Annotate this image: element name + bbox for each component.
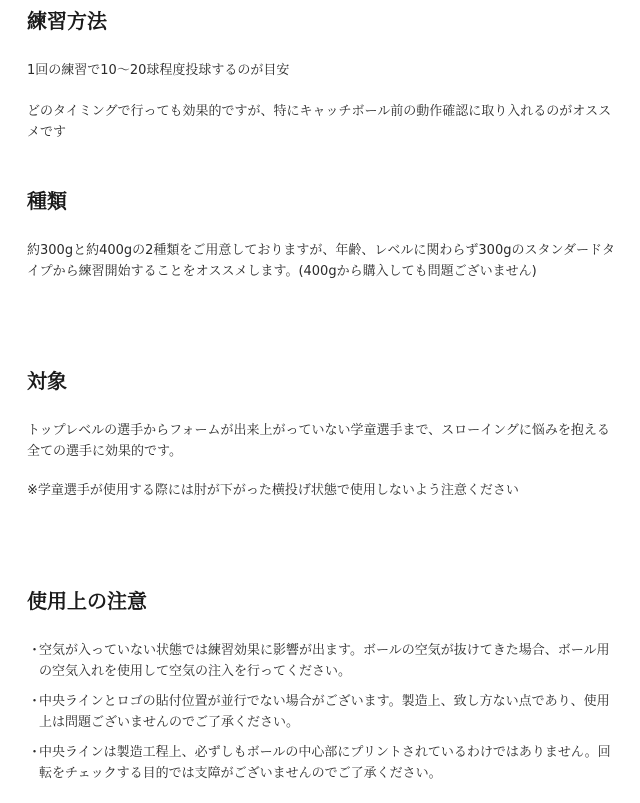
list-item (27, 640, 617, 682)
heading-target: 対象 (27, 369, 67, 393)
target-paragraph-1: トップレベルの選手からフォームが出来上がっていない学童選手まで、スローイングに悩みを抱える全ての選手に効果的です。 (27, 423, 610, 459)
caution-text-1: 空気が入っていない状態では練習効果に影響が出ます。ボールの空気が抜けてきた場合、ボール用の空気入れを使用して空気の注入を行ってください。 (39, 643, 610, 679)
practice-paragraph-2: どのタイミングで行っても効果的ですが、特にキャッチボール前の動作確認に取り入れるのがオススメです (27, 104, 612, 140)
bullet-mark: ・ (28, 694, 42, 709)
list-item (27, 691, 617, 733)
heading-cautions: 使用上の注意 (27, 589, 147, 613)
practice-paragraph-1: 1回の練習で10～20球程度投球するのが目安 (27, 63, 290, 78)
cautions-list (27, 640, 617, 793)
list-item (27, 742, 617, 784)
heading-practice-method: 練習方法 (27, 9, 107, 33)
target-paragraph-2: ※学童選手が使用する際には肘が下がった横投げ状態で使用しないよう注意ください (27, 483, 519, 498)
heading-types: 種類 (27, 189, 67, 213)
caution-text-2: 中央ラインとロゴの貼付位置が並行でない場合がございます。製造上、致し方ない点であり、使用上は問題ございませんのでご了承ください。 (39, 694, 610, 730)
types-paragraph: 約300gと約400gの2種類をご用意しておりますが、年齢、レベルに関わらず300gのスタンダードタイプから練習開始することをオススメします。(400gから購入しても問題ございません) (27, 243, 615, 279)
bullet-mark: ・ (28, 643, 42, 658)
bullet-mark: ・ (28, 745, 42, 760)
caution-text-3: 中央ラインは製造工程上、必ずしもボールの中心部にプリントされているわけではありません。回転をチェックする目的では支障がございませんのでご了承ください。 (39, 745, 611, 781)
